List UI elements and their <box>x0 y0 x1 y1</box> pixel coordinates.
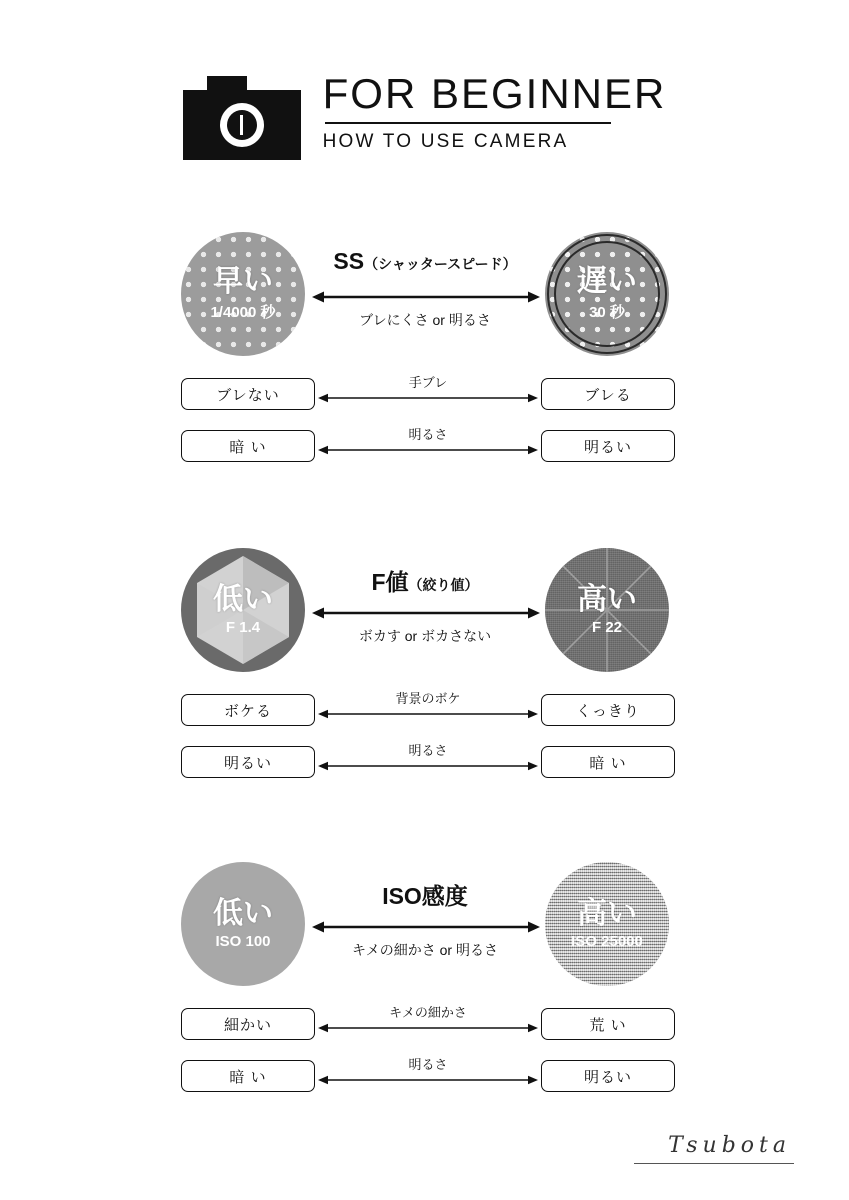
center-title-block <box>305 564 545 597</box>
circle-row <box>0 862 849 990</box>
compare-row <box>0 691 849 728</box>
circle-left-value: 1/4000 秒 <box>210 304 276 322</box>
center-title-main: F値 <box>371 569 409 595</box>
page-subtitle: HOW TO USE CAMERA <box>322 131 569 153</box>
section-shutter-speed <box>0 232 849 464</box>
circle-left-f <box>181 548 305 672</box>
main-double-arrow <box>312 290 540 304</box>
center-title-main: SS <box>333 248 365 274</box>
compare-double-arrow <box>318 708 538 720</box>
compare-left-pill: 暗 い <box>181 430 315 462</box>
center-title-block <box>305 248 545 275</box>
compare-row-label: 背景のボケ <box>395 691 461 706</box>
center-title <box>305 564 545 597</box>
circle-row <box>0 548 849 676</box>
center-title <box>305 248 545 275</box>
compare-double-arrow <box>318 1022 538 1034</box>
compare-left-pill: ボケる <box>181 694 315 726</box>
compare-row <box>0 1057 849 1094</box>
center-title-paren: （絞り値） <box>408 577 479 593</box>
compare-right-pill: 暗 い <box>541 746 675 778</box>
circle-row <box>0 232 849 360</box>
signature-underline <box>634 1163 794 1164</box>
compare-double-arrow <box>318 1074 538 1086</box>
center-title-paren: （シャッタースピード） <box>364 256 517 272</box>
compare-double-arrow <box>318 444 538 456</box>
compare-right-pill: 明るい <box>541 1060 675 1092</box>
compare-double-arrow <box>318 760 538 772</box>
compare-row-label: キメの細かさ <box>389 1005 467 1020</box>
page-title: FOR BEGINNER <box>322 70 667 117</box>
compare-row-label: 明るさ <box>408 427 448 442</box>
circle-right-value: 30 秒 <box>589 304 625 322</box>
compare-right-pill: ブレる <box>541 378 675 410</box>
center-subtitle: ボカす or ボカさない <box>358 628 492 644</box>
section-aperture <box>0 548 849 780</box>
header-text-block <box>323 70 667 153</box>
compare-right-pill: くっきり <box>541 694 675 726</box>
circle-right-f <box>545 548 669 672</box>
main-double-arrow <box>312 606 540 620</box>
compare-double-arrow <box>318 392 538 404</box>
circle-left-value: ISO 100 <box>215 933 271 951</box>
center-subtitle: キメの細かさ or 明るさ <box>352 942 498 958</box>
compare-row-label: 手ブレ <box>408 375 448 390</box>
section-iso <box>0 862 849 1094</box>
compare-right-pill: 明るい <box>541 430 675 462</box>
compare-right-pill: 荒 い <box>541 1008 675 1040</box>
page-header <box>0 70 849 160</box>
compare-left-pill: 明るい <box>181 746 315 778</box>
compare-row-label: 明るさ <box>408 1057 448 1072</box>
compare-row-label: 明るさ <box>408 743 448 758</box>
camera-icon <box>183 76 301 160</box>
circle-right-label: 遅い <box>577 264 637 298</box>
center-title <box>305 878 545 911</box>
circle-left-ss <box>181 232 305 356</box>
camera-icon-lens-bar <box>240 115 243 135</box>
center-title-main: ISO感度 <box>382 883 468 909</box>
compare-row <box>0 375 849 412</box>
circle-right-ss <box>545 232 669 356</box>
circle-right-value: ISO 25000 <box>571 933 643 951</box>
circle-right-label: 高い <box>577 896 637 930</box>
compare-row <box>0 427 849 464</box>
center-title-block <box>305 878 545 911</box>
compare-left-pill: 細かい <box>181 1008 315 1040</box>
circle-left-label: 低い <box>213 582 273 616</box>
circle-right-value: F 22 <box>591 619 622 637</box>
title-divider <box>325 122 611 124</box>
circle-left-iso <box>181 862 305 986</box>
circle-left-value: F 1.4 <box>225 619 261 637</box>
compare-left-pill: 暗 い <box>181 1060 315 1092</box>
circle-left-label: 低い <box>213 896 273 930</box>
compare-row <box>0 1005 849 1042</box>
center-subtitle: ブレにくさ or 明るさ <box>359 312 491 328</box>
circle-right-iso <box>545 862 669 986</box>
compare-left-pill: ブレない <box>181 378 315 410</box>
circle-left-label: 早い <box>213 264 273 298</box>
compare-row <box>0 743 849 780</box>
circle-right-label: 高い <box>577 582 637 616</box>
main-double-arrow <box>312 920 540 934</box>
signature: Tsubota <box>668 1133 791 1158</box>
